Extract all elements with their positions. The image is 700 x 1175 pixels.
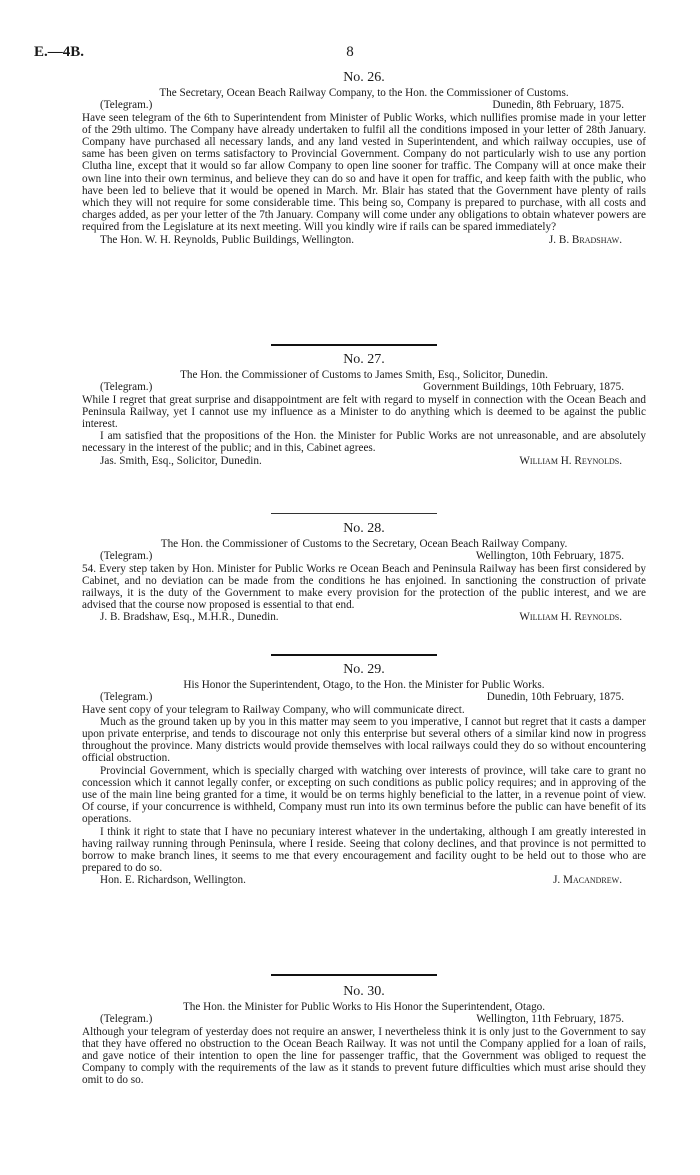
place-date: Wellington, 10th February, 1875. xyxy=(475,550,624,563)
signature: William H. Reynolds. xyxy=(519,611,622,624)
section-body xyxy=(82,112,646,234)
recipient: Jas. Smith, Esq., Solicitor, Dunedin. xyxy=(100,454,262,467)
section-body xyxy=(82,704,646,875)
section-divider xyxy=(271,974,437,976)
section-divider xyxy=(271,513,437,514)
signature: William H. Reynolds. xyxy=(519,454,622,467)
paragraph: Have sent copy of your telegram to Railway Company, who will communicate direct. xyxy=(82,703,465,716)
section-divider xyxy=(271,654,437,656)
section-number: No. 30. xyxy=(343,984,385,999)
section-address: The Hon. the Commissioner of Customs to James Smith, Esq., Solicitor, Dunedin. xyxy=(180,369,548,382)
section-body xyxy=(82,394,646,455)
place-date: Dunedin, 10th February, 1875. xyxy=(486,691,624,704)
section-address: His Honor the Superintendent, Otago, to the Hon. the Minister for Public Works. xyxy=(183,679,545,692)
telegram-section-28 xyxy=(82,523,646,624)
section-body xyxy=(82,1026,646,1087)
telegram-line xyxy=(82,1013,646,1025)
document-reference: E.—4B. xyxy=(34,44,85,60)
place-date: Dunedin, 8th February, 1875. xyxy=(492,99,624,112)
page-header xyxy=(34,44,666,64)
telegram-label: (Telegram.) xyxy=(100,691,153,704)
paragraph: Although your telegram of yesterday does not require an answer, I nevertheless think it is only just to the Government to say that they have offered no obstruction to the Ocean Beach Railway. It was not until the Company applied for a loan of rails, and gave notice of their intention to open the line for passenger traffic, that the Government was obliged to request the Company to comply with the requirements of the law as it stands to prevent future difficulties which must arise should they omit to do so. xyxy=(82,1025,646,1087)
section-divider xyxy=(271,344,437,346)
signature-line xyxy=(82,611,646,623)
paragraph: Provincial Government, which is specially charged with watching over interests of province, will take care to grant no concession which it cannot legally confer, or excepting on such conditions as public policy requires; and in approving of the use of the main line being granted for a time, it would be on terms highly beneficial to the latter, in a revenue point of view. Of course, if your concurrence is withheld, Company must run into its own terminus before the public can have benefit of its operations. xyxy=(82,764,646,826)
signature-line xyxy=(82,455,646,467)
telegram-line xyxy=(82,550,646,562)
paragraph: Much as the ground taken up by you in this matter may seem to you imperative, I cannot but regret that it casts a damper upon private enterprise, and tends to discourage not only this enterprise but several others of a similar kind now in progress throughout the province. Many districts would provide themselves with local railways could they do so without encountering official obstruction. xyxy=(82,715,646,765)
paragraph: Have seen telegram of the 6th to Superintendent from Minister of Public Works, which nullifies promise made in your letter of the 29th ultimo. The Company have already undertaken to fulfil all the conditions imposed in your letter of 28th January. Company have purchased all necessary lands, and any land vested in Superintendent, and which railway occupies, use of same has been given on terms satisfactory to Provincial Government. Company do not particularly wish to use any portion Clutha line, except that it would so far allow Company to open line sooner for traffic. The Company will at once make their own line into their own terminus, and believe they can do so and have it open for traffic, and keep faith with the public, who have been led to believe that it would be opened in March. Mr. Blair has stated that the Government have plenty of rails which they will not require for some considerable time. This being so, Company is prepared to purchase, with all costs and charges added, as per your letter of the 7th January. Company will come under any obligations to obtain whatever powers are required from the Legislature at its next meeting. Will you kindly wire if rails can be spared immediately? xyxy=(82,111,646,234)
recipient: The Hon. W. H. Reynolds, Public Buildings, Wellington. xyxy=(100,233,355,246)
paragraph: I think it right to state that I have no pecuniary interest whatever in the undertaking, although I am greatly interested in having railway running through Peninsula, where I reside. Seeing that colony declines, and that province is not permitted to borrow to make branch lines, it seems to me that every encouragement and facility ought to be held out to those who are prepared to do so. xyxy=(82,825,646,875)
telegram-section-30 xyxy=(82,986,646,1087)
page-number: 8 xyxy=(346,44,354,60)
telegram-label: (Telegram.) xyxy=(100,381,153,394)
place-date: Wellington, 11th February, 1875. xyxy=(476,1013,624,1026)
paragraph: While I regret that great surprise and disappointment are felt with regard to myself in connection with the Ocean Beach and Peninsula Railway, yet I cannot use my influence as a Minister to do anything which is deemed to be against the public interest. xyxy=(82,393,646,430)
section-address: The Hon. the Commissioner of Customs to the Secretary, Ocean Beach Railway Company. xyxy=(160,538,568,551)
signature: J. Macandrew. xyxy=(553,874,622,887)
recipient: Hon. E. Richardson, Wellington. xyxy=(100,874,246,887)
section-number: No. 27. xyxy=(343,352,385,367)
telegram-section-27 xyxy=(82,354,646,467)
telegram-section-26 xyxy=(82,72,646,246)
telegram-line xyxy=(82,691,646,703)
telegram-label: (Telegram.) xyxy=(100,550,153,563)
paragraph: I am satisfied that the propositions of the Hon. the Minister for Public Works are not unreasonable, and are absolutely necessary in the interest of the public; and in this, Cabinet agrees. xyxy=(82,430,646,455)
signature-line xyxy=(82,234,646,246)
recipient: J. B. Bradshaw, Esq., M.H.R., Dunedin. xyxy=(100,611,279,624)
paragraph: 54. Every step taken by Hon. Minister for Public Works re Ocean Beach and Peninsula Railway has been first considered by Cabinet, and no deviation can be made from the conditions he has enjoined. In sanctioning the construction of private railways, it is the duty of the Government to make every provision for the protection of the public interest, and we are advised that the course now proposed is essential to that end. xyxy=(82,562,646,612)
section-address: The Hon. the Minister for Public Works to His Honor the Superintendent, Otago. xyxy=(182,1001,546,1014)
section-body xyxy=(82,563,646,612)
telegram-label: (Telegram.) xyxy=(100,99,153,112)
section-number: No. 29. xyxy=(343,662,385,677)
section-address: The Secretary, Ocean Beach Railway Company, to the Hon. the Commissioner of Customs. xyxy=(159,87,569,100)
signature-line xyxy=(82,874,646,886)
telegram-line xyxy=(82,381,646,393)
telegram-label: (Telegram.) xyxy=(100,1013,153,1026)
signature: J. B. Bradshaw. xyxy=(548,233,622,246)
place-date: Government Buildings, 10th February, 1875. xyxy=(423,381,624,394)
section-number: No. 26. xyxy=(343,70,385,85)
telegram-line xyxy=(82,99,646,111)
section-number: No. 28. xyxy=(343,521,385,536)
telegram-section-29 xyxy=(82,664,646,887)
